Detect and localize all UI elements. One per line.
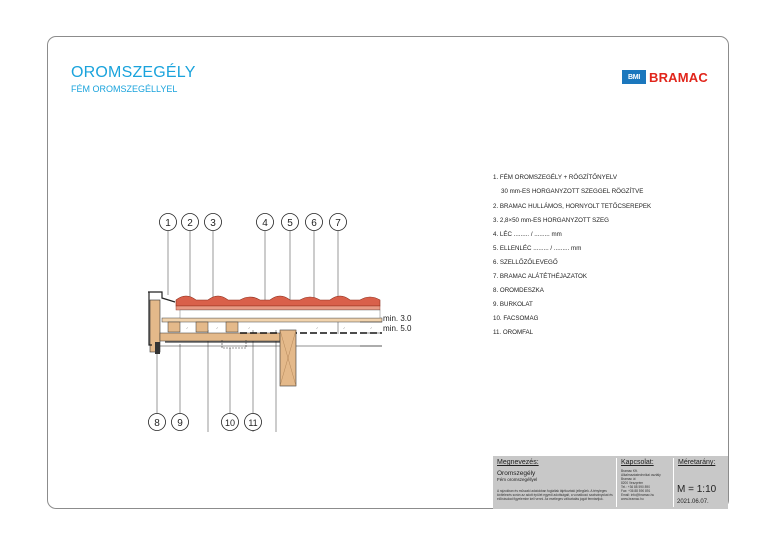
title-block-contact bbox=[617, 456, 673, 509]
callout-10 bbox=[222, 414, 239, 431]
title-block bbox=[493, 456, 728, 509]
callout-9-label: 9 bbox=[177, 418, 183, 429]
title-block-name bbox=[493, 456, 617, 509]
tile-ventilation-gap bbox=[180, 310, 380, 318]
legend-item: 2. BRAMAC HULLÁMOS, HORNYOLT TETŐCSEREPEK bbox=[493, 203, 652, 210]
cladding-board bbox=[160, 333, 280, 341]
contact-line[interactable]: Email: info@bramac.hu bbox=[621, 493, 655, 497]
legend-item: 3. 2,8×50 mm-ES HORGANYZOTT SZEG bbox=[493, 217, 609, 224]
roof-tiles bbox=[176, 296, 380, 306]
callout-4-label: 4 bbox=[262, 218, 268, 229]
megnevezes-label: Megnevezés: bbox=[497, 459, 539, 466]
title-block-scale bbox=[674, 456, 728, 509]
logo-badge: BMI bbox=[622, 70, 646, 84]
callout-2-label: 2 bbox=[187, 218, 193, 229]
callout-6-label: 6 bbox=[311, 218, 317, 229]
callout-8 bbox=[149, 414, 166, 431]
callout-11 bbox=[245, 414, 262, 431]
legend-item: 30 mm-ES HORGANYZOTT SZEGGEL RÖGZÍTVE bbox=[501, 188, 644, 195]
callouts-top bbox=[160, 214, 347, 231]
page-title: OROMSZEGÉLY bbox=[71, 64, 196, 81]
contact-line: 8200 Veszprém bbox=[621, 481, 644, 485]
contact-line: Bramac Kft. bbox=[621, 469, 638, 473]
tile-underside bbox=[176, 306, 380, 310]
batten bbox=[168, 322, 180, 332]
legend-item: 4. LÉC ......... / ......... mm bbox=[493, 231, 562, 238]
svg-text:✓: ✓ bbox=[216, 326, 219, 330]
flashing-tip bbox=[155, 342, 160, 354]
logo-name: BRAMAC bbox=[649, 69, 708, 85]
legend-item: 8. OROMDESZKA bbox=[493, 287, 544, 294]
drawing-name-sub: Fém oromszegéllyel bbox=[497, 477, 538, 482]
svg-text:✓: ✓ bbox=[343, 326, 346, 330]
svg-text:✓: ✓ bbox=[316, 326, 319, 330]
callout-4 bbox=[257, 214, 274, 231]
contact-line: Tel.: +36 88 590 890 bbox=[621, 485, 650, 489]
legend-item: 9. BURKOLAT bbox=[493, 301, 533, 308]
batten bbox=[226, 322, 238, 332]
svg-text:✓: ✓ bbox=[370, 326, 373, 330]
callout-10-label: 10 bbox=[224, 418, 236, 428]
ventilation-marks bbox=[186, 326, 373, 330]
callout-2 bbox=[182, 214, 199, 231]
drawing-date: 2021.06.07. bbox=[677, 499, 709, 505]
contact-line: Fax: +36 88 590 891 bbox=[621, 489, 651, 493]
scale-value: M = 1:10 bbox=[677, 484, 717, 495]
legend-item: 10. FACSOMAG bbox=[493, 315, 539, 322]
callout-6 bbox=[306, 214, 323, 231]
legend-item: 1. FÉM OROMSZEGÉLY + RÖGZÍTŐNYELV bbox=[493, 174, 617, 181]
page-subtitle: FÉM OROMSZEGÉLLYEL bbox=[71, 84, 178, 94]
callout-5-label: 5 bbox=[287, 218, 293, 229]
kapcsolat-label: Kapcsolat: bbox=[621, 459, 654, 466]
legend-item: 11. OROMFAL bbox=[493, 329, 534, 336]
contact-line: Bramac út bbox=[621, 477, 636, 481]
callout-3-label: 3 bbox=[210, 218, 216, 229]
legend-item: 6. SZELLŐZŐLEVEGŐ bbox=[493, 259, 558, 266]
dim-label-3: min. 3.0 bbox=[383, 314, 412, 323]
callout-3 bbox=[205, 214, 222, 231]
contact-line: Alkalmazástechnikai osztály bbox=[621, 473, 661, 477]
drawing-name: Oromszegély bbox=[497, 470, 536, 477]
dim-label-5: min. 5.0 bbox=[383, 324, 412, 333]
batten bbox=[196, 322, 208, 332]
callout-11-label: 11 bbox=[248, 418, 258, 428]
leader-lines bbox=[157, 231, 338, 432]
disclaimer: A rajzokban és műszaki adatokban foglaltak tájékoztató jellegűek. A tényleges kivitelezés során az adott épület egyedi adottságait, a vonatkozó szabványokat és előírásokat figyelembe kell venni. Az esetleges változtatás jogát fenntartjuk. bbox=[497, 489, 613, 501]
callout-9 bbox=[172, 414, 189, 431]
legend-item: 5. ELLENLÉC ......... / ......... mm bbox=[493, 245, 582, 252]
callout-1 bbox=[160, 214, 177, 231]
legend-item: 7. BRAMAC ALÁTÉTHÉJAZATOK bbox=[493, 273, 587, 280]
meretarany-label: Méretarány: bbox=[678, 459, 716, 466]
contact-line[interactable]: www.bramac.hu bbox=[621, 497, 644, 501]
svg-text:✓: ✓ bbox=[186, 326, 189, 330]
callouts-bottom bbox=[149, 414, 262, 431]
contact-details bbox=[621, 469, 673, 507]
callout-8-label: 8 bbox=[154, 418, 160, 429]
callout-7-label: 7 bbox=[335, 218, 341, 229]
svg-text:✓: ✓ bbox=[248, 326, 251, 330]
counter-batten bbox=[162, 318, 382, 322]
callout-7 bbox=[330, 214, 347, 231]
callout-1-label: 1 bbox=[165, 218, 171, 229]
callout-5 bbox=[282, 214, 299, 231]
